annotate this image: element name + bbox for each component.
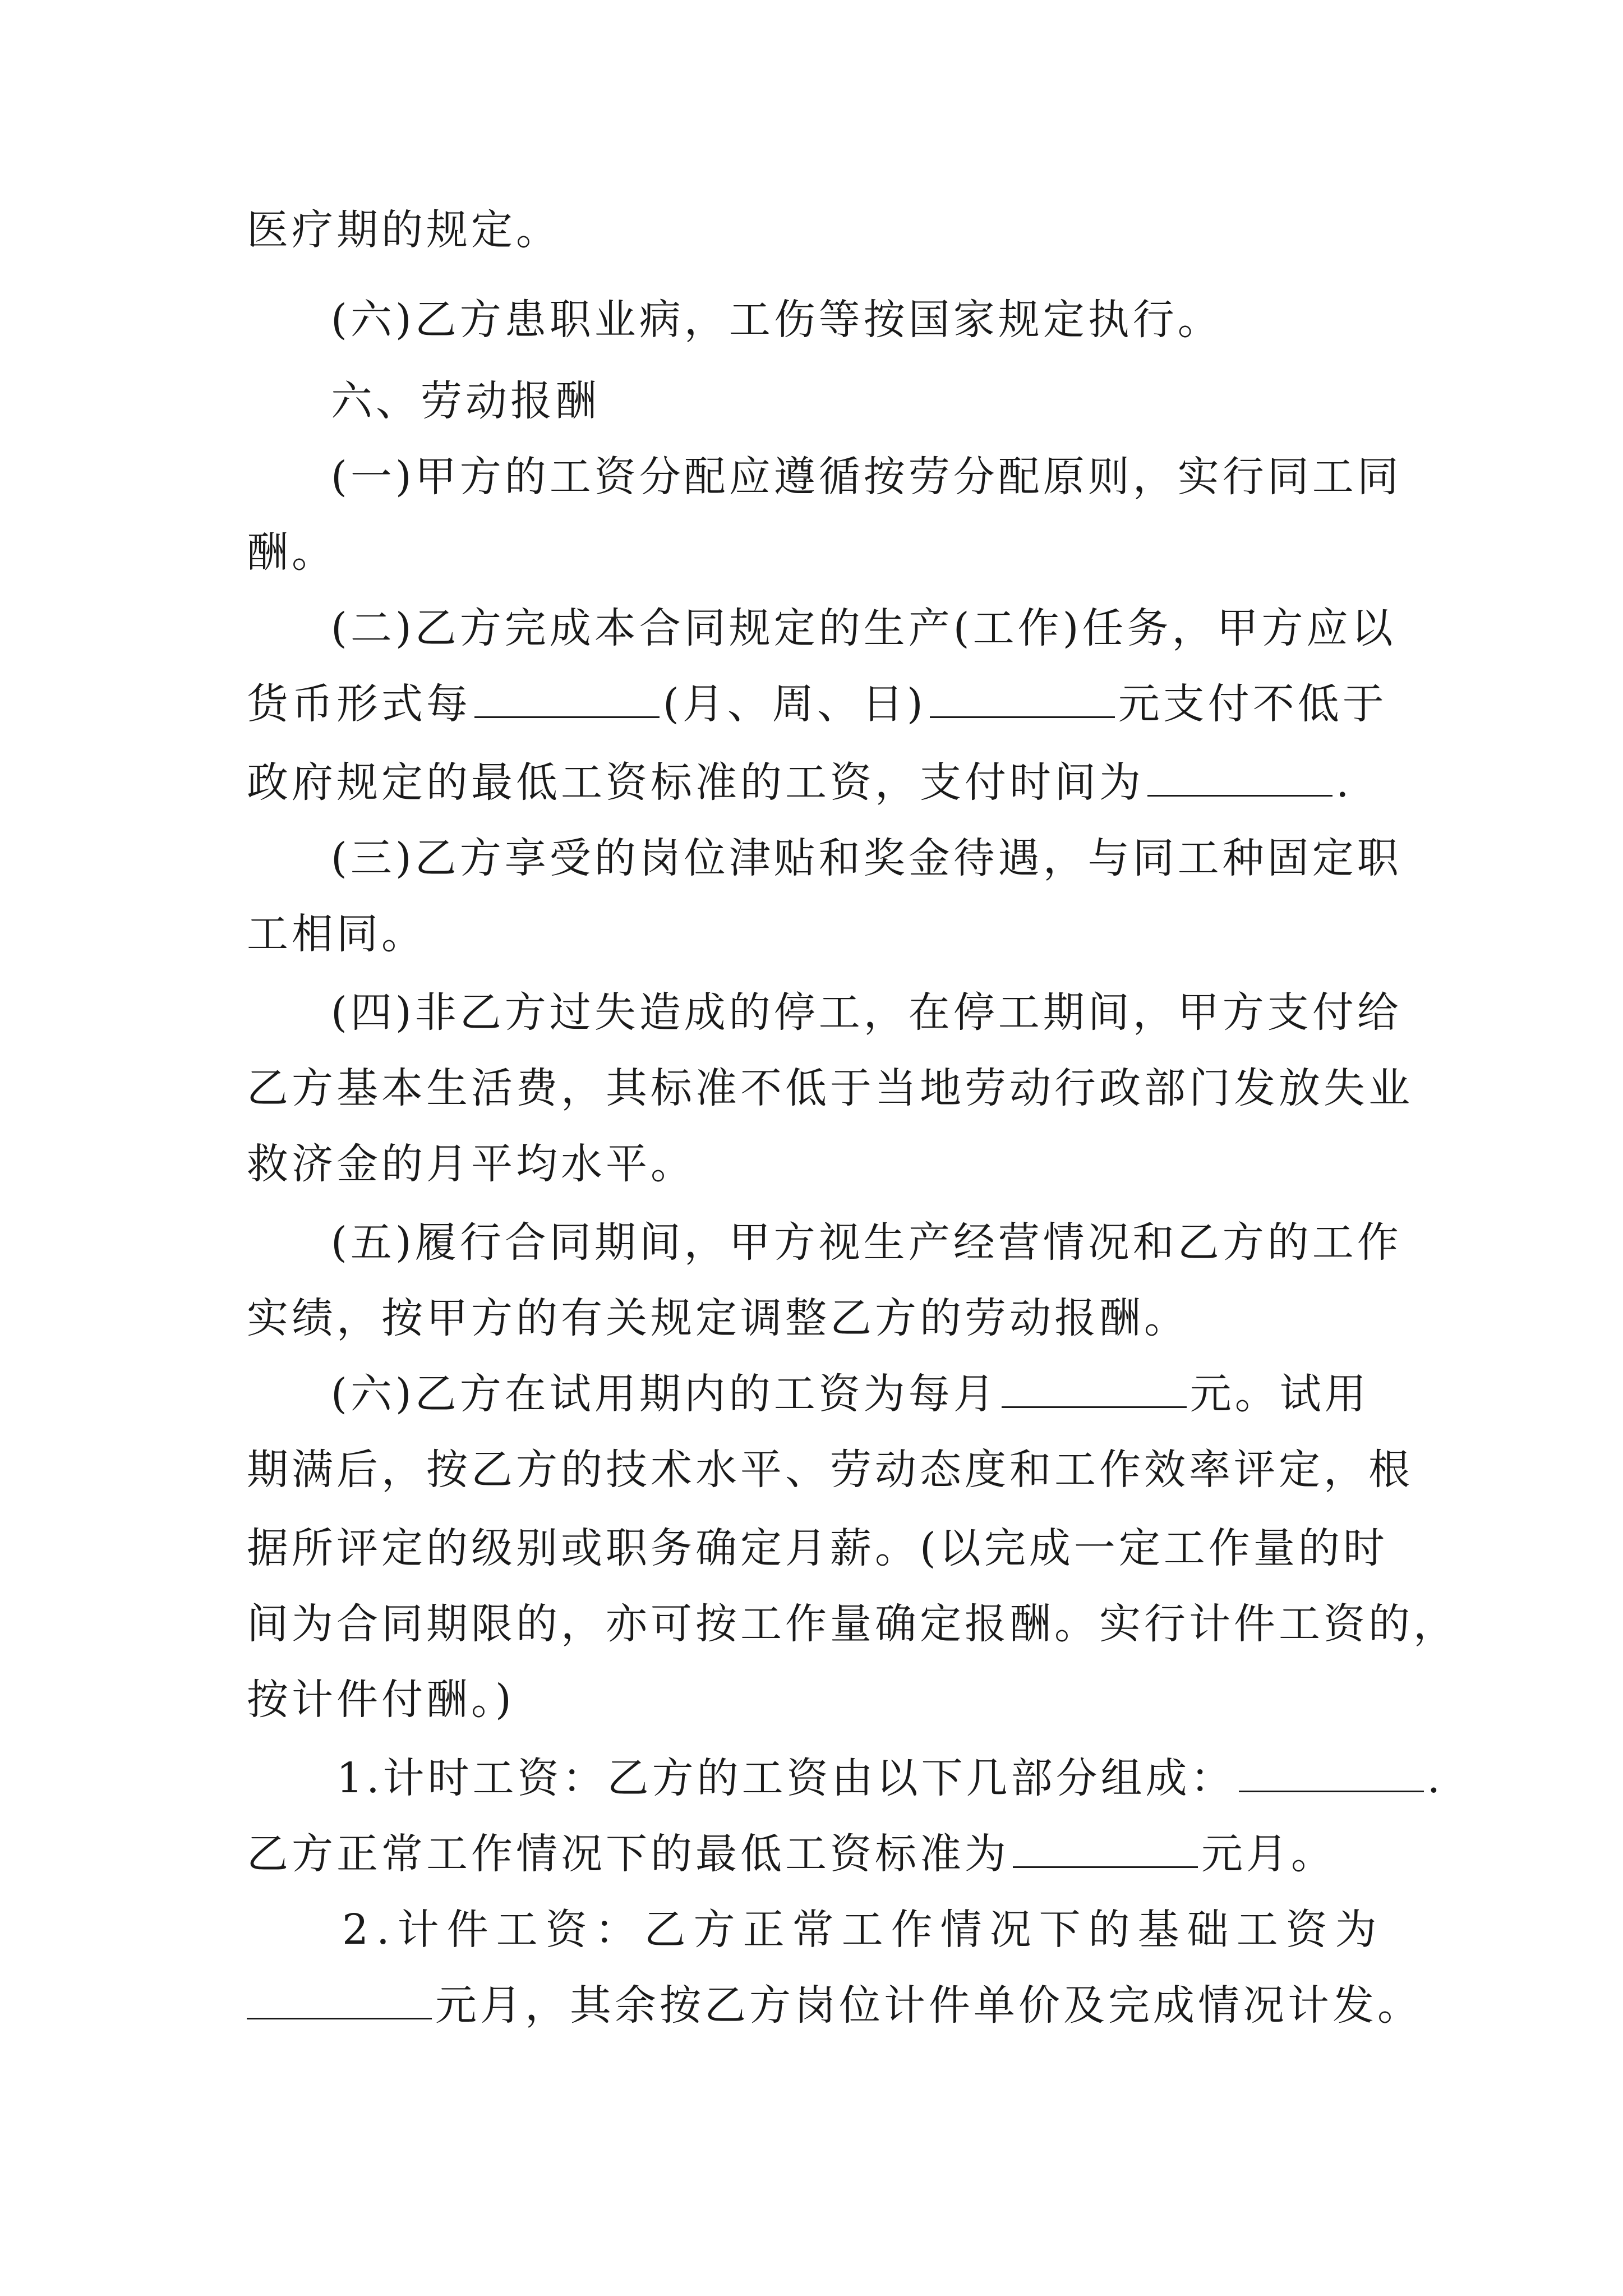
line-text: 政府规定的最低工资标准的工资，支付时间为 — [247, 758, 1144, 807]
fill-in-blank — [247, 1978, 432, 2019]
text-line-9 — [331, 830, 1402, 886]
text-line-1 — [247, 202, 561, 258]
line-text: . — [1336, 758, 1353, 807]
fill-in-blank — [930, 677, 1115, 718]
text-line-7 — [247, 676, 1387, 732]
line-text: 2.计件工资：乙方正常工作情况下的基础工资为 — [342, 1906, 1385, 1954]
text-line-17 — [247, 1442, 1413, 1498]
line-text: (六)乙方在试用期内的工资为每月 — [331, 1370, 998, 1418]
fill-in-blank — [1239, 1751, 1424, 1792]
text-line-2 — [331, 292, 1223, 348]
text-line-20 — [247, 1672, 515, 1728]
line-text: 元月。 — [1201, 1830, 1336, 1878]
line-text: 期满后，按乙方的技术水平、劳动态度和工作效率评定，根 — [247, 1446, 1413, 1494]
line-text: 酬。 — [247, 528, 336, 577]
line-text: (五)履行合同期间，甲方视生产经营情况和乙方的工作 — [331, 1218, 1402, 1267]
heading-text: 六、劳动报酬 — [331, 377, 600, 425]
line-text: (四)非乙方过失造成的停工，在停工期间，甲方支付给 — [331, 988, 1402, 1037]
text-line-13 — [247, 1136, 695, 1192]
text-line-22 — [247, 1826, 1336, 1882]
line-text: 货币形式每 — [247, 680, 471, 728]
section-heading — [331, 373, 600, 429]
fill-in-blank — [1002, 1367, 1187, 1408]
line-text: 工相同。 — [247, 910, 426, 958]
fill-in-blank — [1147, 756, 1332, 797]
line-text: 乙方基本生活费，其标准不低于当地劳动行政部门发放失业 — [247, 1064, 1413, 1112]
line-text: 元支付不低于 — [1118, 680, 1387, 728]
line-text: . — [1427, 1754, 1444, 1802]
text-line-4 — [331, 449, 1402, 505]
line-text: 按计件付酬。) — [247, 1676, 515, 1724]
line-text: 乙方正常工作情况下的最低工资标准为 — [247, 1830, 1009, 1878]
line-text: (六)乙方患职业病，工伤等按国家规定执行。 — [331, 296, 1223, 344]
text-line-23 — [342, 1902, 1385, 1958]
text-line-16 — [331, 1366, 1370, 1422]
text-line-24 — [247, 1977, 1422, 2033]
line-text: (一)甲方的工资分配应遵循按劳分配原则，实行同工同 — [331, 453, 1402, 501]
text-line-12 — [247, 1060, 1413, 1116]
line-text: (二)乙方完成本合同规定的生产(工作)任务，甲方应以 — [331, 604, 1396, 652]
fill-in-blank — [1013, 1827, 1198, 1868]
text-line-6 — [331, 600, 1396, 656]
text-line-14 — [331, 1214, 1402, 1271]
text-line-11 — [331, 984, 1402, 1041]
text-line-21 — [336, 1750, 1444, 1806]
fill-in-blank — [474, 677, 660, 718]
line-text: 元。试用 — [1189, 1370, 1370, 1418]
text-line-19 — [247, 1596, 1458, 1652]
line-text: 元月，其余按乙方岗位计件单价及完成情况计发。 — [435, 1981, 1422, 2030]
line-text: 间为合同期限的，亦可按工作量确定报酬。实行计件工资的， — [247, 1600, 1458, 1648]
text-line-15 — [247, 1290, 1189, 1346]
text-line-5 — [247, 524, 336, 581]
line-text: 救济金的月平均水平。 — [247, 1140, 695, 1188]
line-text: 医疗期的规定。 — [247, 206, 561, 254]
line-text: 1.计时工资：乙方的工资由以下几部分组成： — [336, 1754, 1235, 1802]
text-line-10 — [247, 906, 426, 962]
text-line-18 — [247, 1520, 1388, 1576]
text-line-8 — [247, 754, 1353, 811]
line-text: 实绩，按甲方的有关规定调整乙方的劳动报酬。 — [247, 1294, 1189, 1342]
line-text: 据所评定的级别或职务确定月薪。(以完成一定工作量的时 — [247, 1524, 1388, 1572]
line-text: (三)乙方享受的岗位津贴和奖金待遇，与同工种固定职 — [331, 834, 1402, 882]
line-text: (月、周、日) — [663, 680, 926, 728]
